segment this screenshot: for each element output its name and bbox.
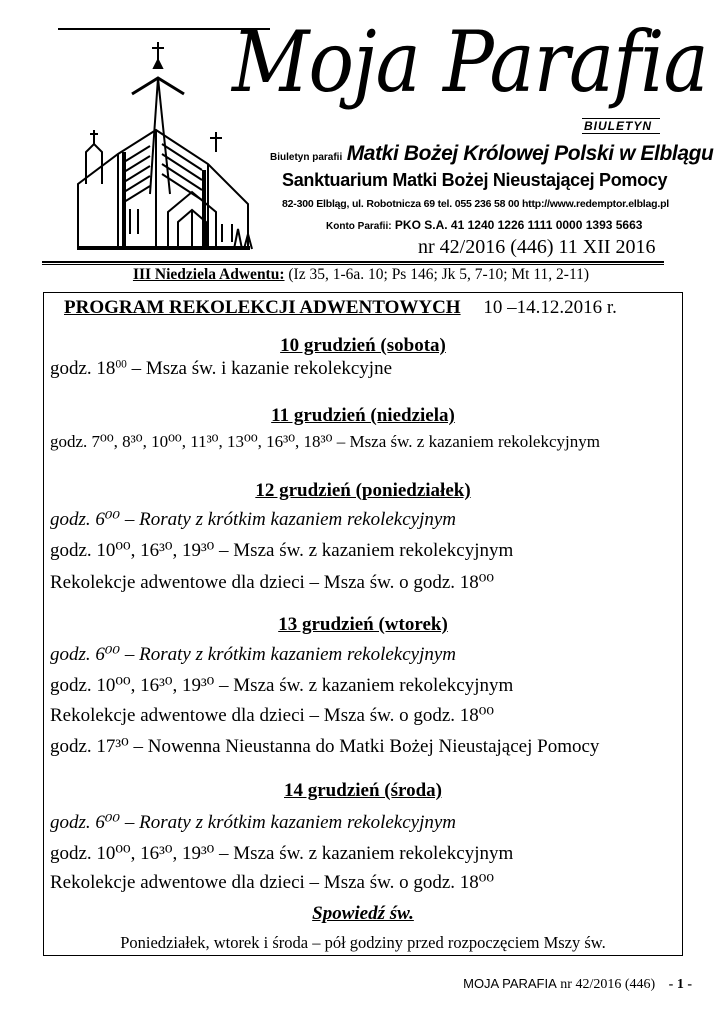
header-rule: [42, 261, 664, 265]
schedule-line: Rekolekcje adwentowe dla dzieci – Msza św. o godz. 18⁰⁰: [50, 705, 495, 726]
confession-heading: Spowiedź św.: [312, 903, 414, 924]
schedule-line: godz. 10⁰⁰, 16³⁰, 19³⁰ – Msza św. z kazaniem rekolekcyjnym: [50, 675, 514, 696]
page-footer: [463, 976, 692, 993]
sanctuary-name: Sanktuarium Matki Bożej Nieustającej Pomocy: [282, 170, 668, 190]
sunday-readings: (Iz 35, 1-6a. 10; Ps 146; Jk 5, 7-10; Mt 11, 2-11): [288, 266, 590, 283]
day-heading: 13 grudzień (wtorek): [278, 614, 448, 635]
schedule-line: Rekolekcje adwentowe dla dzieci – Msza św. o godz. 18⁰⁰: [50, 872, 495, 893]
parish-name: Matki Bożej Królowej Polski w Elblągu: [346, 142, 714, 165]
schedule-line: godz. 10⁰⁰, 16³⁰, 19³⁰ – Msza św. z kazaniem rekolekcyjnym: [50, 843, 514, 864]
confession-text: Poniedziałek, wtorek i środa – pół godziny przed rozpoczęciem Mszy św.: [120, 933, 606, 952]
schedule-line: [50, 358, 392, 380]
sunday-readings-line: [0, 266, 722, 284]
program-title: [64, 297, 617, 319]
parish-prefix: Biuletyn parafii: [270, 152, 343, 163]
bulletin-label: BIULETYN: [582, 118, 660, 134]
masthead-title: Moja Parafia: [232, 13, 708, 111]
account-prefix: Konto Parafii:: [326, 221, 392, 232]
day-heading: 10 grudzień (sobota): [280, 335, 446, 356]
schedule-line: godz. 17³⁰ – Nowenna Nieustanna do Matki Bożej Nieustającej Pomocy: [50, 736, 600, 757]
day-heading: 14 grudzień (środa): [284, 780, 442, 801]
program-title-text: PROGRAM REKOLEKCJI ADWENTOWYCH: [64, 297, 461, 318]
schedule-line: godz. 7⁰⁰, 8³⁰, 10⁰⁰, 11³⁰, 13⁰⁰, 16³⁰, 18³⁰ – Msza św. z kazaniem rekolekcyjnym: [50, 432, 600, 451]
issue-number: nr 42/2016 (446) 11 XII 2016: [418, 236, 656, 258]
footer-issue: nr 42/2016 (446): [560, 977, 656, 992]
schedule-line: Rekolekcje adwentowe dla dzieci – Msza św. o godz. 18⁰⁰: [50, 572, 495, 593]
schedule-text: – Msza św. i kazanie rekolekcyjne: [126, 358, 393, 379]
sunday-name: III Niedziela Adwentu:: [132, 266, 285, 283]
day-heading: 12 grudzień (poniedziałek): [255, 480, 471, 501]
account-line: [326, 218, 642, 232]
schedule-line: godz. 6⁰⁰ – Roraty z krótkim kazaniem rekolekcyjnym: [50, 509, 457, 530]
schedule-pre: godz. 18: [50, 358, 116, 379]
address-line: 82-300 Elbląg, ul. Robotnicza 69 tel. 055 236 58 00 http://www.redemptor.elblag.pl: [282, 198, 669, 210]
account-number: PKO S.A. 41 1240 1226 1111 0000 1393 5663: [394, 218, 643, 232]
schedule-line: godz. 6⁰⁰ – Roraty z krótkim kazaniem rekolekcyjnym: [50, 644, 457, 665]
day-heading: 11 grudzień (niedziela): [271, 405, 455, 426]
program-dates: 10 –14.12.2016 r.: [483, 297, 617, 318]
schedule-line: godz. 10⁰⁰, 16³⁰, 19³⁰ – Msza św. z kazaniem rekolekcyjnym: [50, 540, 514, 561]
schedule-line: godz. 6⁰⁰ – Roraty z krótkim kazaniem rekolekcyjnym: [50, 812, 457, 833]
schedule-sup: 00: [115, 358, 127, 371]
parish-line: [270, 141, 714, 171]
footer-brand: MOJA PARAFIA: [463, 976, 557, 991]
page-number: - 1 -: [668, 977, 692, 992]
